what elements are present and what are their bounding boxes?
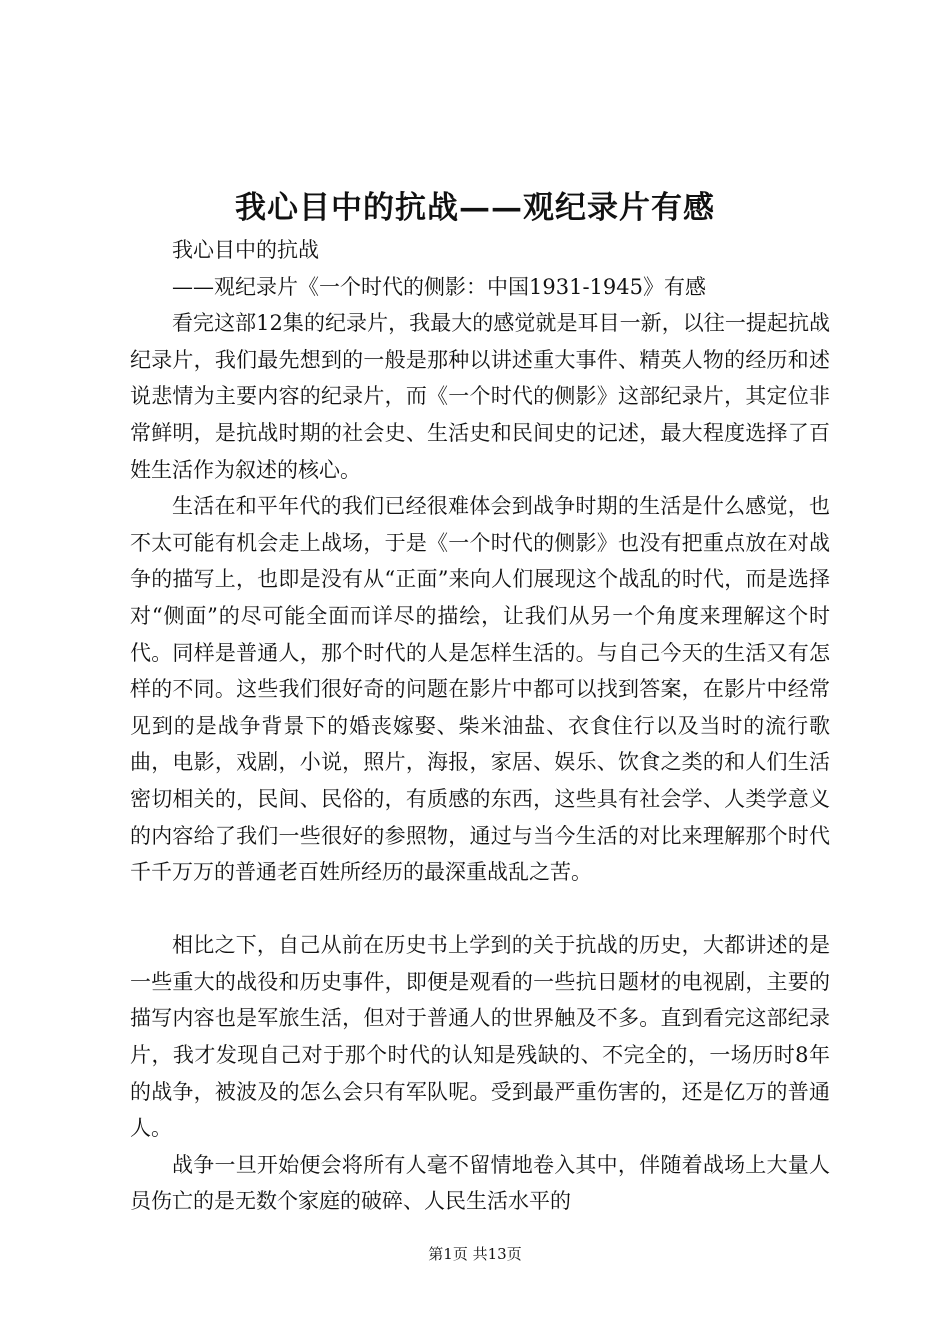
subtitle-line: 我心目中的抗战 xyxy=(172,238,319,262)
document-title: 我心目中的抗战——观纪录片有感 xyxy=(235,190,715,226)
paragraph: 看完这部12集的纪录片，我最大的感觉就是耳目一新，以往一提起抗战纪录片，我们最先想到的一般是那种以讲述重大事件、精英人物的经历和述说悲情为主要内容的纪录片，而《一个时代的侧影》这部纪录片，其定位非常鲜明，是抗战时期的社会史、生活史和民间史的记述，最大程度选择了百姓生活作为叙述的核心。 xyxy=(130,311,830,482)
paragraph: 战争一旦开始便会将所有人毫不留情地卷入其中，伴随着战场上大量人员伤亡的是无数个家庭的破碎、人民生活水平的 xyxy=(130,1152,830,1214)
paragraph: 生活在和平年代的我们已经很难体会到战争时期的生活是什么感觉，也不太可能有机会走上战场，于是《一个时代的侧影》也没有把重点放在对战争的描写上，也即是没有从“正面”来向人们展现这个战乱的时代，而是选择对“侧面”的尽可能全面而详尽的描绘，让我们从另一个角度来理解这个时代。同样是普通人，那个时代的人是怎样生活的。与自己今天的生活又有怎样的不同。这些我们很好奇的问题在影片中都可以找到答案，在影片中经常见到的是战争背景下的婚丧嫁娶、柴米油盐、衣食住行以及当时的流行歌曲，电影，戏剧，小说，照片，海报，家居、娱乐、饮食之类的和人们生活密切相关的，民间、民俗的，有质感的东西，这些具有社会学、人类学意义的内容给了我们一些很好的参照物，通过与当今生活的对比来理解那个时代千千万万的普通老百姓所经历的最深重战乱之苦。 xyxy=(130,494,830,885)
subtitle-line: ——观纪录片《一个时代的侧影：中国1931-1945》有感 xyxy=(172,274,706,299)
document-body xyxy=(130,232,830,1220)
page-footer: 第1页 共13页 xyxy=(428,1245,522,1263)
paragraph: 相比之下，自己从前在历史书上学到的关于抗战的历史，大都讲述的是一些重大的战役和历史事件，即便是观看的一些抗日题材的电视剧，主要的描写内容也是军旅生活，但对于普通人的世界触及不多。直到看完这部纪录片，我才发现自己对于那个时代的认知是残缺的、不完全的，一场历时8年的战争，被波及的怎么会只有军队呢。受到最严重伤害的，还是亿万的普通人。 xyxy=(130,933,830,1141)
